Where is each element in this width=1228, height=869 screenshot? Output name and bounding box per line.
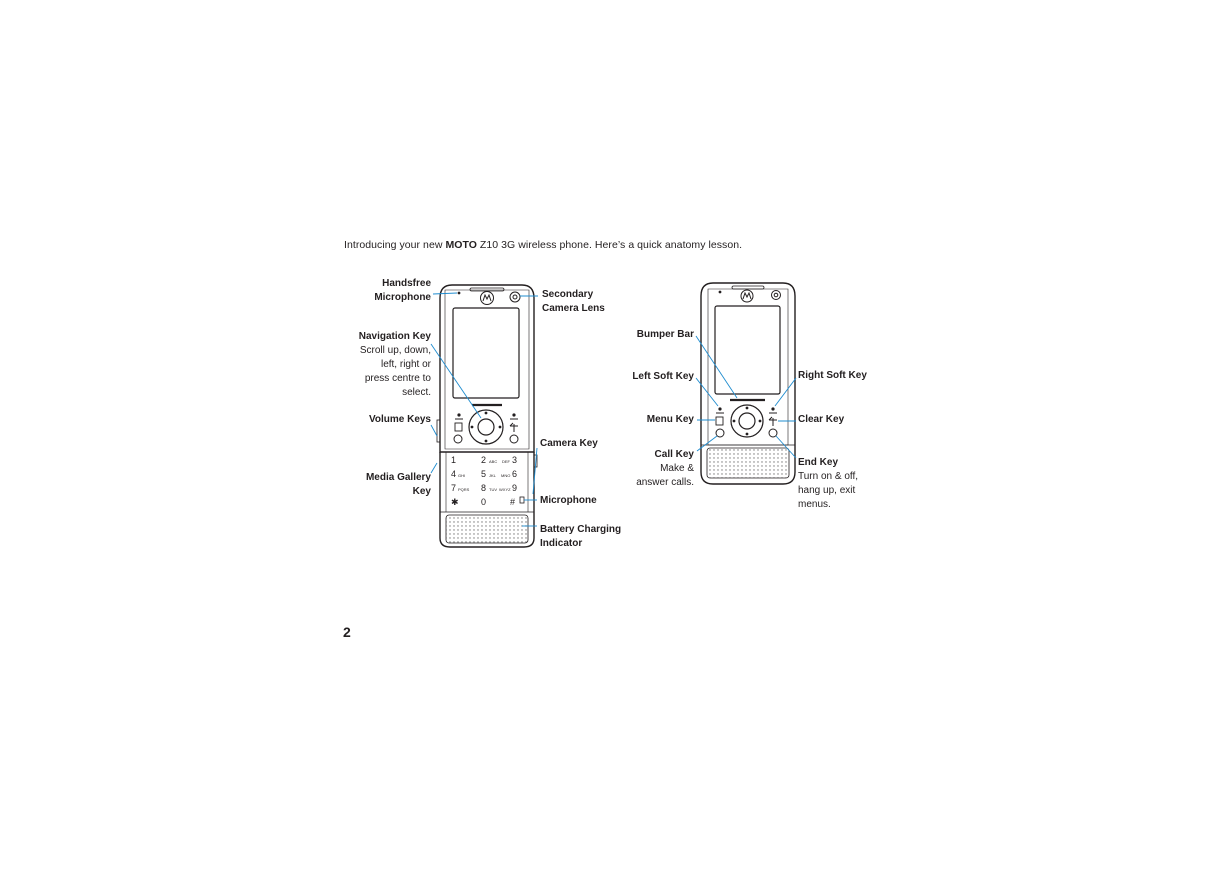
label-end-title: End Key [798, 457, 839, 468]
key-2: 2 [481, 455, 487, 465]
menu-key-icon-2 [716, 417, 723, 425]
label-secondary-camera-lens [542, 288, 632, 316]
label-call-title: Call Key [654, 449, 694, 460]
label-microphone [540, 494, 630, 508]
label-rightsoft-title: Right Soft Key [798, 370, 867, 381]
camera-lens-icon-2 [772, 291, 781, 300]
key-0: 0 [481, 497, 487, 507]
label-microphone-title: Microphone [540, 495, 597, 506]
key-2-letters: ABC [489, 459, 498, 464]
label-end-key [798, 456, 888, 512]
label-navigation-key [340, 330, 431, 400]
navigation-key-icon [469, 410, 503, 444]
label-end-desc-3: menus. [798, 499, 831, 510]
label-menu-title: Menu Key [646, 414, 694, 425]
label-volume-keys [340, 413, 431, 427]
label-left-soft-key [610, 370, 694, 384]
label-clear-key [798, 413, 888, 427]
label-media-gallery-key [340, 471, 431, 499]
label-handsfree-title-2: Microphone [374, 292, 431, 303]
right-phone [701, 283, 795, 484]
key-7: 7 [451, 483, 457, 493]
end-key-icon [510, 435, 518, 443]
label-leftsoft-title: Left Soft Key [632, 371, 694, 382]
label-secondary-title-2: Camera Lens [542, 303, 605, 314]
key-9: 9 [512, 483, 518, 493]
intro-before: Introducing your new [344, 239, 446, 251]
left-phone [437, 285, 537, 547]
intro-after: Z10 3G wireless phone. Here’s a quick anatomy lesson. [476, 239, 743, 251]
label-call-key [610, 448, 694, 490]
key-8-letters: TUV [489, 487, 497, 492]
key-6-letters: MNO [501, 473, 511, 478]
key-5-letters: JKL [489, 473, 496, 478]
label-call-desc-2: answer calls. [636, 477, 694, 488]
key-3-letters: DEF [502, 459, 510, 464]
right-phone-screen [715, 306, 780, 394]
label-clear-title: Clear Key [798, 414, 845, 425]
page-number: 2 [343, 624, 351, 640]
label-battery-charging-indicator [540, 523, 640, 551]
key-4: 4 [451, 469, 457, 479]
label-nav-desc-3: press centre to [364, 373, 431, 384]
label-handsfree-title-1: Handsfree [382, 278, 431, 289]
label-end-desc-1: Turn on & off, [798, 471, 859, 482]
key-1: 1 [451, 455, 457, 465]
key-9-letters: WXYZ [499, 487, 511, 492]
camera-lens-icon [510, 292, 520, 302]
clear-key-icon [510, 423, 518, 432]
label-media-title-1: Media Gallery [365, 472, 431, 483]
label-bumper-title: Bumper Bar [636, 329, 694, 340]
label-secondary-title-1: Secondary [542, 289, 594, 300]
left-phone-keypad [451, 455, 517, 507]
label-menu-key [610, 413, 694, 427]
label-nav-title: Navigation Key [358, 331, 431, 342]
label-bumper-bar [610, 328, 694, 342]
key-6: 6 [512, 469, 518, 479]
clear-key-icon-2 [769, 417, 777, 426]
left-phone-screen [453, 308, 519, 398]
navigation-key-icon-2 [731, 405, 763, 437]
key-8: 8 [481, 483, 487, 493]
right-phone-speaker-grille [707, 448, 789, 478]
label-right-soft-key [798, 369, 888, 383]
label-battery-title-2: Indicator [540, 538, 583, 549]
label-nav-desc-2: left, right or [380, 359, 431, 370]
label-battery-title-1: Battery Charging [540, 524, 622, 535]
key-3: 3 [512, 455, 518, 465]
left-phone-upper-body [440, 285, 534, 452]
key-star: ✱ [451, 497, 459, 507]
microphone-icon [520, 497, 524, 503]
handsfree-microphone-icon [458, 292, 460, 294]
label-volume-title: Volume Keys [368, 414, 431, 425]
call-key-icon [454, 435, 462, 443]
key-4-letters: GHI [458, 473, 466, 478]
call-key-icon-2 [716, 429, 724, 437]
intro-brand: MOTO [445, 239, 477, 251]
label-call-desc-1: Make & [660, 463, 694, 474]
left-phone-speaker-grille [446, 515, 528, 543]
label-handsfree-microphone [360, 277, 431, 305]
end-key-icon-2 [769, 429, 777, 437]
label-nav-desc-1: Scroll up, down, [359, 345, 431, 356]
menu-key-icon [455, 423, 462, 431]
label-nav-desc-4: select. [402, 387, 431, 398]
key-hash: # [510, 497, 516, 507]
key-5: 5 [481, 469, 487, 479]
label-media-title-2: Key [412, 486, 431, 497]
key-7-letters: PQRS [458, 487, 470, 492]
label-end-desc-2: hang up, exit [798, 485, 856, 496]
label-camera-title: Camera Key [540, 438, 598, 449]
